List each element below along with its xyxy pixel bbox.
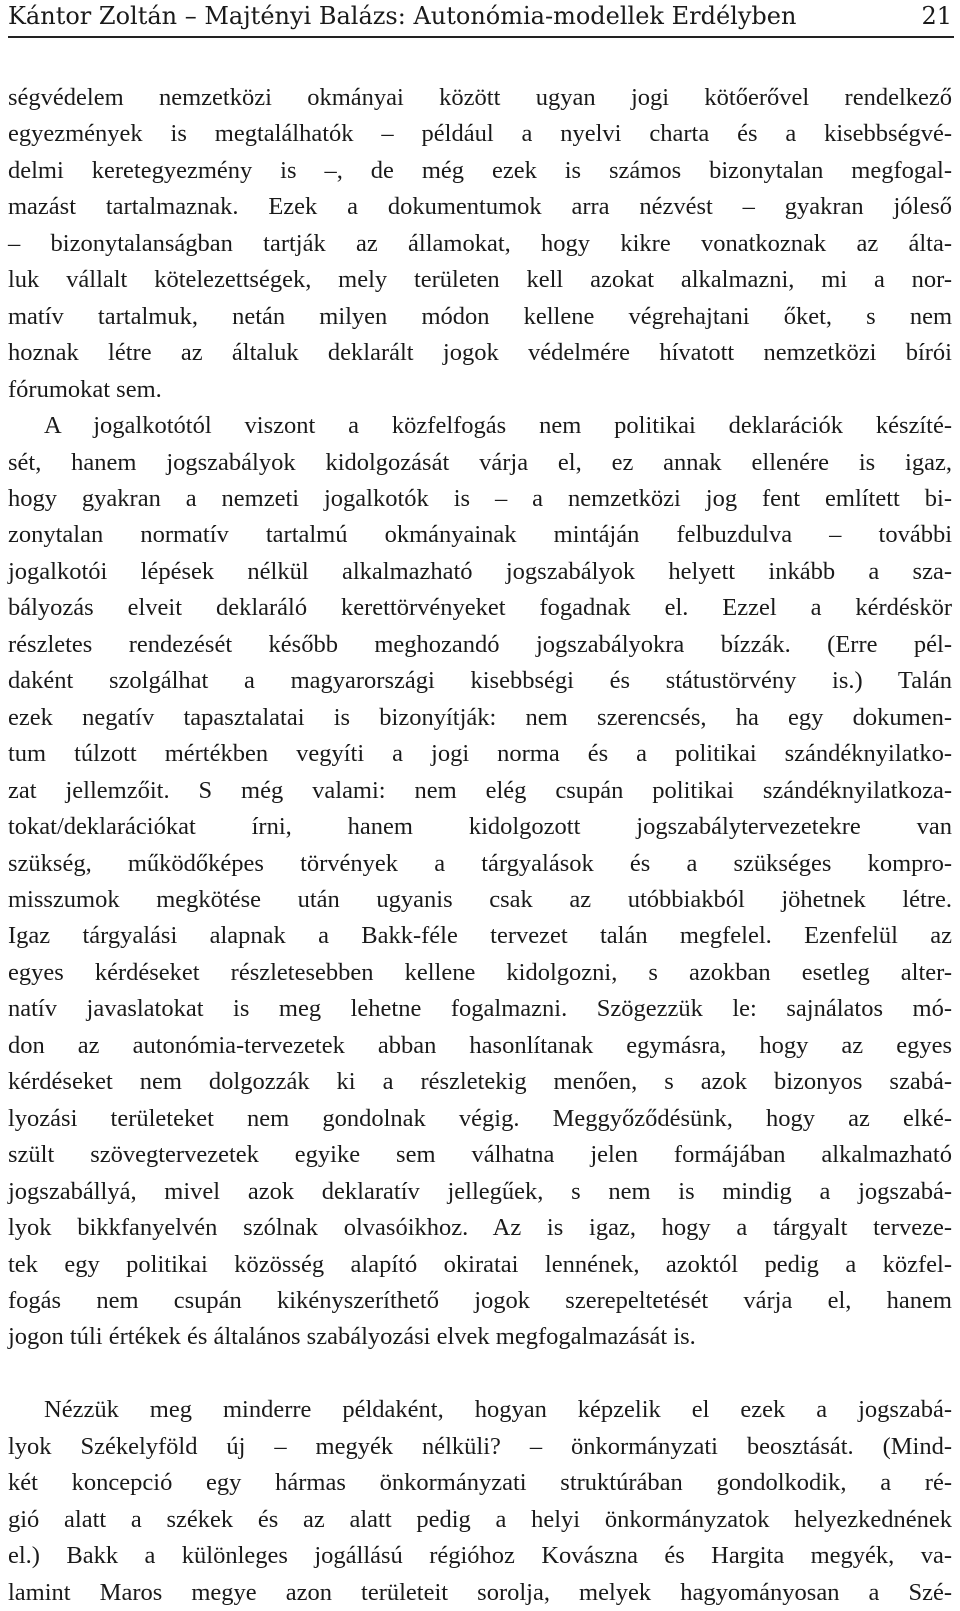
- text-line: hogy gyakran a nemzeti jogalkotók is – a nemzetközi jog fent említett bi-: [8, 484, 952, 512]
- text-line: fogás nem csupán kikényszeríthető jogok szerepeltetését várja el, hanem: [8, 1286, 952, 1314]
- text-line: egyes kérdéseket részletesebben kellene kidolgozni, s azokban esetleg alter-: [8, 958, 952, 986]
- text-line: lyok bikkfanyelvén szólnak olvasóikhoz. Az is igaz, hogy a tárgyalt terveze-: [8, 1214, 952, 1242]
- text-line: lyozási területeket nem gondolnak végig. Meggyőződésünk, hogy az elké-: [8, 1104, 952, 1132]
- text-line: natív javaslatokat is meg lehetne fogalmazni. Szögezzük le: sajnálatos mó-: [8, 995, 952, 1023]
- text-line: matív tartalmuk, netán milyen módon kellene végrehajtani őket, s nem: [8, 302, 952, 330]
- text-line: don az autonómia-tervezetek abban hasonlítanak egymásra, hogy az egyes: [8, 1031, 952, 1059]
- text-line: misszumok megkötése után ugyanis csak az utóbbiakból jöhetnek létre.: [8, 885, 952, 913]
- text-line: daként szolgálhat a magyarországi kisebbségi és státustörvény is.) Talán: [8, 667, 952, 695]
- text-line: jogalkotói lépések nélkül alkalmazható jogszabályok helyett inkább a sza-: [8, 557, 952, 585]
- text-line: tum túlzott mértékben vegyíti a jogi norma és a politikai szándéknyilatko-: [8, 740, 952, 768]
- paragraph-continued: [8, 80, 952, 408]
- text-line: jogon túli értékek és általános szabályozási elvek megfogalmazását is.: [8, 1323, 696, 1351]
- text-line: sét, hanem jogszabályok kidolgozását várja el, ez annak ellenére is igaz,: [8, 448, 952, 476]
- body-text: [8, 80, 952, 1611]
- page-number: 21: [921, 2, 952, 30]
- text-line: bályozás elveit deklaráló kerettörvényeket fogadnak el. Ezzel a kérdéskör: [8, 594, 952, 622]
- running-header-title: Kántor Zoltán – Majtényi Balázs: Autonómia-modellek Erdélyben: [8, 2, 797, 30]
- text-line: gió alatt a székek és az alatt pedig a helyi önkormányzatok helyezkednének: [8, 1505, 952, 1533]
- text-line: hoznak létre az általuk deklarált jogok védelmére hívatott nemzetközi bírói: [8, 339, 952, 367]
- paragraph: [8, 1392, 952, 1611]
- text-line: zat jellemzőit. S még valami: nem elég csupán politikai szándéknyilatkoza-: [8, 776, 952, 804]
- text-line: luk vállalt kötelezettségek, mely területen kell azokat alkalmazni, mi a nor-: [8, 266, 952, 294]
- text-line: lyok Székelyföld új – megyék nélküli? – önkormányzati beosztását. (Mind-: [8, 1432, 952, 1460]
- text-line: Igaz tárgyalási alapnak a Bakk-féle tervezet talán megfelel. Ezenfelül az: [8, 922, 952, 950]
- header-rule: [8, 36, 954, 38]
- text-line: el.) Bakk a különleges jogállású régióhoz Kovászna és Hargita megyék, va-: [8, 1542, 952, 1570]
- text-line: zonytalan normatív tartalmú okmányainak mintáján felbuzdulva – további: [8, 521, 952, 549]
- paragraph: [8, 408, 952, 1356]
- text-line: tek egy politikai közösség alapító okiratai lennének, azoktól pedig a közfel-: [8, 1250, 952, 1278]
- text-line: szült szövegtervezetek egyike sem válhatna jelen formájában alkalmazható: [8, 1141, 952, 1169]
- text-line: A jogalkotótól viszont a közfelfogás nem politikai deklarációk készíté-: [44, 412, 952, 440]
- text-line: fórumokat sem.: [8, 375, 162, 403]
- text-line: két koncepció egy hármas önkormányzati struktúrában gondolkodik, a ré-: [8, 1469, 952, 1497]
- text-line: tokat/deklarációkat írni, hanem kidolgozott jogszabálytervezetekre van: [8, 813, 952, 841]
- text-line: mazást tartalmaznak. Ezek a dokumentumok arra nézvést – gyakran jóleső: [8, 193, 952, 221]
- text-line: – bizonytalanságban tartják az államokat, hogy kikre vonatkoznak az álta-: [8, 229, 952, 257]
- text-line: Nézzük meg minderre példaként, hogyan képzelik el ezek a jogszabá-: [44, 1396, 952, 1424]
- text-line: egyezmények is megtalálhatók – például a nyelvi charta és a kisebbségvé-: [8, 120, 952, 148]
- text-line: kérdéseket nem dolgozzák ki a részletekig menően, s azok bizonyos szabá-: [8, 1068, 952, 1096]
- text-line: szükség, működőképes törvények a tárgyalások és a szükséges kompro-: [8, 849, 952, 877]
- text-line: részletes rendezését később meghozandó jogszabályokra bízzák. (Erre pél-: [8, 630, 952, 658]
- running-header: [8, 0, 954, 37]
- text-line: jogszabállyá, mivel azok deklaratív jellegűek, s nem is mindig a jogszabá-: [8, 1177, 952, 1205]
- text-line: ezek negatív tapasztalatai is bizonyítják: nem szerencsés, ha egy dokumen-: [8, 703, 952, 731]
- text-line: lamint Maros megye azon területeit sorolja, melyek hagyományosan a Szé-: [8, 1578, 952, 1606]
- text-line: ségvédelem nemzetközi okmányai között ugyan jogi kötőerővel rendelkező: [8, 84, 952, 111]
- text-line: delmi keretegyezmény is –, de még ezek is számos bizonytalan megfogal-: [8, 156, 952, 184]
